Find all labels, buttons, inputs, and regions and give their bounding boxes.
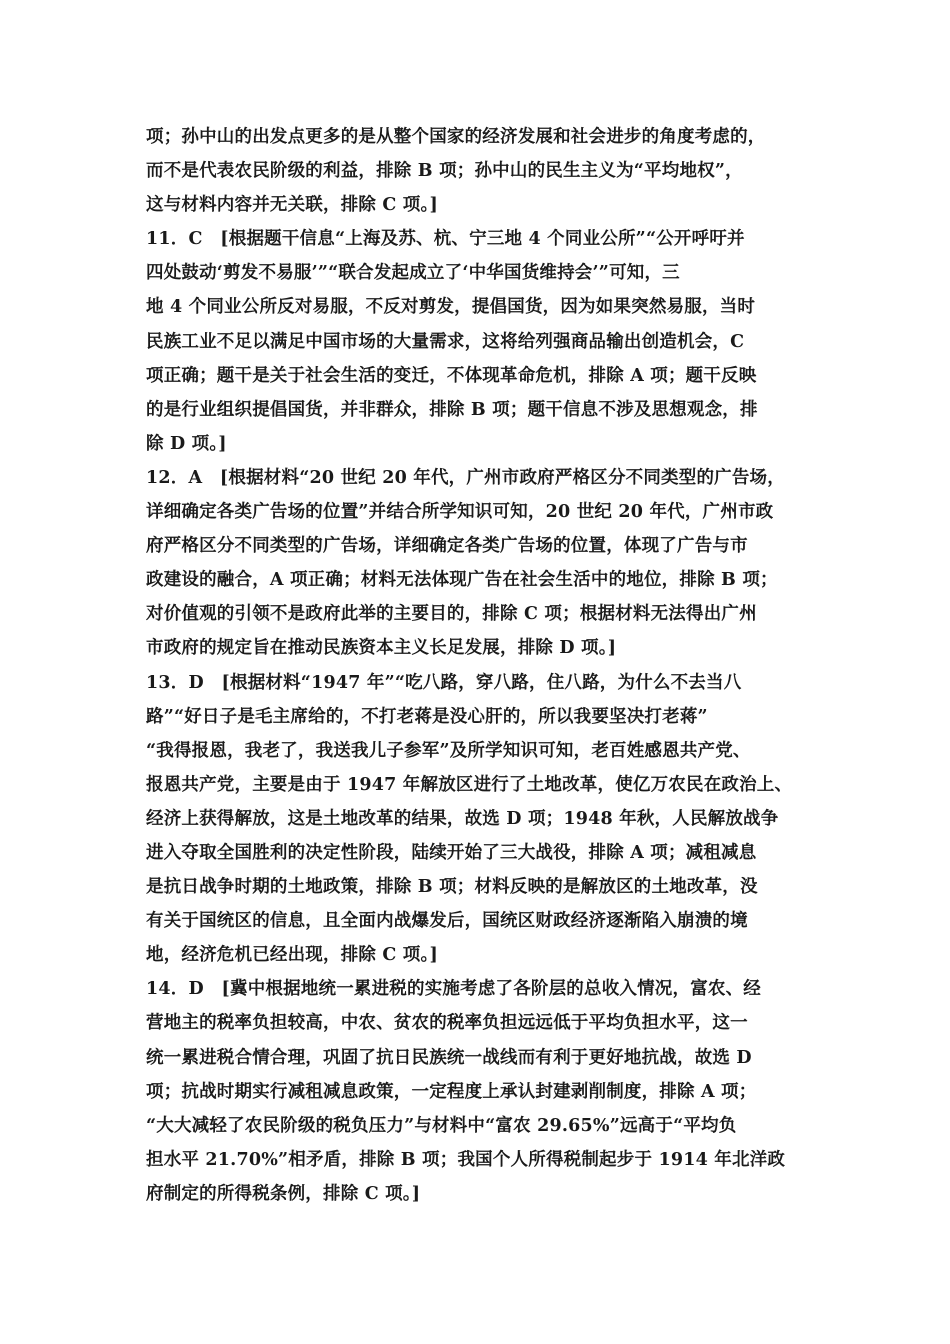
text-line: 市政府的规定旨在推动民族资本主义长足发展，排除 D 项。] bbox=[146, 638, 617, 659]
text-line: 有关于国统区的信息，且全面内战爆发后，国统区财政经济逐渐陷入崩溃的境 bbox=[146, 911, 748, 932]
text-line: 项正确；题干是关于社会生活的变迁，不体现革命危机，排除 A 项；题干反映 bbox=[146, 365, 757, 386]
text-line: 报恩共产党，主要是由于 1947 年解放区进行了土地改革，使亿万农民在政治上、 bbox=[146, 774, 793, 795]
text-line: 府严格区分不同类型的广告场，详细确定各类广告场的位置，体现了广告与市 bbox=[146, 536, 748, 557]
text-line: 路”“好日子是毛主席给的，不打老蒋是没心肝的，所以我要坚决打老蒋” bbox=[146, 706, 708, 727]
text-line: 14．D [冀中根据地统一累进税的实施考虑了各阶层的总收入情况，富农、经 bbox=[146, 979, 762, 1000]
text-line: 进入夺取全国胜利的决定性阶段，陆续开始了三大战役，排除 A 项；减租减息 bbox=[146, 842, 757, 863]
text-line: 地 4 个同业公所反对易服，不反对剪发，提倡国货，因为如果突然易服，当时 bbox=[146, 297, 756, 318]
text-line: 政建设的融合，A 项正确；材料无法体现广告在社会生活中的地位，排除 B 项； bbox=[146, 570, 778, 591]
text-line: 除 D 项。] bbox=[146, 433, 227, 454]
text-line: 统一累进税合情合理，巩固了抗日民族统一战线而有利于更好地抗战，故选 D bbox=[146, 1047, 752, 1068]
text-line: 地，经济危机已经出现，排除 C 项。] bbox=[146, 945, 438, 966]
text-line: 对价值观的引领不是政府此举的主要目的，排除 C 项；根据材料无法得出广州 bbox=[146, 604, 757, 625]
text-line: 担水平 21.70%”相矛盾，排除 B 项；我国个人所得税制起步于 1914 年北洋政 bbox=[146, 1149, 786, 1170]
text-line: 11．C [根据题干信息“上海及苏、杭、宁三地 4 个同业公所”“公开呼吁并 bbox=[146, 229, 745, 250]
text-line: “大大减轻了农民阶级的税负压力”与材料中“富农 29.65%”远高于“平均负 bbox=[146, 1115, 737, 1136]
text-line: 府制定的所得税条例，排除 C 项。] bbox=[146, 1183, 421, 1204]
text-line: 这与材料内容并无关联，排除 C 项。] bbox=[146, 195, 438, 216]
text-line: 项；孙中山的出发点更多的是从整个国家的经济发展和社会进步的角度考虑的， bbox=[146, 127, 766, 147]
text-line: 民族工业不足以满足中国市场的大量需求，这将给列强商品输出创造机会，C bbox=[146, 331, 745, 352]
text-line: 四处鼓动‘剪发不易服’”“联合发起成立了‘中华国货维持会’”可知，三 bbox=[146, 263, 680, 284]
text-line: 经济上获得解放，这是土地改革的结果，故选 D 项；1948 年秋，人民解放战争 bbox=[146, 808, 779, 829]
answer-explanation-text bbox=[146, 120, 814, 1211]
text-line: 13．D [根据材料“1947 年”“吃八路，穿八路，住八路，为什么不去当八 bbox=[146, 672, 742, 693]
text-line: “我得报恩，我老了，我送我儿子参军”及所学知识可知，老百姓感恩共产党、 bbox=[146, 740, 751, 761]
text-line: 营地主的税率负担较高，中农、贫农的税率负担远远低于平均负担水平，这一 bbox=[146, 1013, 748, 1034]
text-line: 12．A [根据材料“20 世纪 20 年代，广州市政府严格区分不同类型的广告场， bbox=[146, 467, 785, 488]
text-line: 是抗日战争时期的土地政策，排除 B 项；材料反映的是解放区的土地改革，没 bbox=[146, 877, 758, 898]
text-line: 项；抗战时期实行减租减息政策，一定程度上承认封建剥削制度，排除 A 项； bbox=[146, 1081, 757, 1102]
text-line: 详细确定各类广告场的位置”并结合所学知识可知，20 世纪 20 年代，广州市政 bbox=[146, 502, 774, 523]
text-line: 而不是代表农民阶级的利益，排除 B 项；孙中山的民生主义为“平均地权”， bbox=[146, 161, 743, 182]
text-line: 的是行业组织提倡国货，并非群众，排除 B 项；题干信息不涉及思想观念，排 bbox=[146, 399, 758, 420]
